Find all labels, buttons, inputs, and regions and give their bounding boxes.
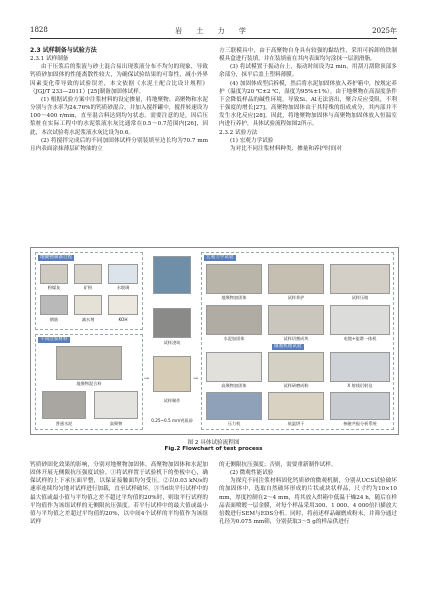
xrd-photo xyxy=(330,352,390,382)
subsection-heading: 2.3.2 试验方法 xyxy=(219,129,258,136)
nmr-photo xyxy=(330,392,390,420)
tests-panel xyxy=(201,252,394,430)
sem-photo xyxy=(330,305,390,335)
geopolymer-prep-panel xyxy=(35,252,143,330)
label-geopolymer-specimen: 地聚物加固体 xyxy=(221,295,247,300)
label-polymer-specimen: 高聚物加固体 xyxy=(221,383,247,388)
figure-2-flowchart xyxy=(30,247,399,435)
micro-test-title: 微观机理试验 xyxy=(274,344,302,349)
label-grinding: 试样研磨成粉 xyxy=(283,383,309,388)
label-press: 压力机 xyxy=(227,421,241,426)
reducer-photo xyxy=(74,295,102,315)
label-calcareous-sand: 0.25~0.5 mm钙质砂 xyxy=(151,418,193,423)
page-header xyxy=(30,26,397,39)
macro-test-title: 宏观力学试验 xyxy=(206,255,234,260)
press-photo xyxy=(206,392,262,420)
subsection-heading: 2.3.1 试样制备 xyxy=(30,56,69,63)
label-nmr: 核磁共振分析系统 xyxy=(343,421,377,426)
year: 2025年 xyxy=(372,27,397,35)
right-column xyxy=(219,47,397,153)
label-specimen-making: 试样制作 xyxy=(163,398,181,403)
paragraph: 为对比不同注浆材料种类、掺量和养护时间对 xyxy=(230,145,342,152)
curing-photo xyxy=(268,264,324,294)
arrow-right-icon: → xyxy=(193,375,199,382)
polymer-specimen-photo xyxy=(206,352,262,382)
label-cement: 普通水泥 xyxy=(55,421,73,426)
label-fly-ash: 粉煤灰 xyxy=(47,285,61,290)
paragraph: (2) 微观性能试验 xyxy=(230,470,274,477)
koh-photo xyxy=(108,295,138,315)
label-reducer: 减水剂 xyxy=(81,317,95,322)
label-cement-specimen: 水泥加固体 xyxy=(223,336,245,341)
cement-photo xyxy=(42,391,86,419)
label-drying: 低温烘干 xyxy=(287,421,305,426)
label-steel: 钢筋 xyxy=(49,317,59,322)
polymer-photo xyxy=(94,391,138,419)
arrow-right-icon: → xyxy=(144,375,150,382)
label-polymer: 高聚物 xyxy=(109,421,123,426)
label-koh: KOH xyxy=(118,317,128,322)
right-column-lower xyxy=(219,461,397,526)
paragraph: 的无侧限抗压强度；否则，需要重新制作试样。 xyxy=(219,462,337,468)
label-sem: 电镜+能谱一体机 xyxy=(343,336,377,341)
paragraph: (2) 将搅拌完成后的不同加固体试样分别装填至边长均为70.7 mm且内表面涂抹薄层矿物油的立 xyxy=(30,137,208,152)
label-water-glass: 水玻璃 xyxy=(116,285,130,290)
label-compression: 试样压缩 xyxy=(351,295,369,300)
water-glass-photo xyxy=(108,264,138,284)
section-heading: 2.3 试样制备与试验方法 xyxy=(30,47,97,54)
calcareous-sand-photo xyxy=(153,356,191,392)
label-slag: 矿粉 xyxy=(83,285,93,290)
paragraph: (4) 加固体成型后拆模，然后将水泥加固体放入养护箱中，按规定养护（温度为20 ℃±2 ℃，湿度为95%±1%）。由于地聚物在高湿度条件下会降低样品的碱性环境，导致Si、Al无法溶出，聚合反应受阻，不利于强度的增长[27]，高聚物加固体由于其特殊的组成成分，其内部并不发生水化反应[28]。因此，将地聚物加固体与高聚物加固体放入恒温室内进行养护，具体试验流程如图2所示。 xyxy=(219,80,397,128)
label-xrd: X 射线衍射仪 xyxy=(347,383,373,388)
slag-photo xyxy=(74,264,102,284)
compression-photo xyxy=(330,264,390,294)
geopolymer-prep-title: 地聚物制备过程 xyxy=(40,255,73,260)
paragraph: 钙质砂固化效果的影响，分别对地聚物加固体、高聚物加固体和水泥加固体开展无侧限抗压强度试验。①将试样置于试验机下的垫板中心，确保试样的上下承压面平整，以保证接触面均匀受压。②以0.03 kN/s的速率连续均匀地对试样进行加载，直至试样破坏。③当6块平行试样中的最大值或最小值与平均值之差不超过平均值的20%时，则取平行试样的平均值作为该组试样的无侧限抗压强度。若平行试样中的最大值或最小值与平均值之差超过平均值的20%，以中间4个试样的平均值作为该组试样 xyxy=(30,462,208,526)
cutting-photo xyxy=(268,305,324,335)
label-curing: 试样养护 xyxy=(287,295,305,300)
label-geopolymer-mix: 地聚物混合料 xyxy=(76,381,102,386)
steel-photo xyxy=(40,295,68,315)
label-casting: 试样浇筑 xyxy=(163,340,181,345)
figure-caption-cn: 图 2 具体试验流程图 xyxy=(187,440,240,446)
left-column xyxy=(30,47,208,153)
mixer-photo xyxy=(153,256,191,294)
cement-specimen-photo xyxy=(206,305,262,335)
grout-materials-panel xyxy=(35,334,143,430)
paragraph: (1) 根据试验方案中注浆材料的设定掺量，将地聚物、高聚物和水泥分别与含水率为24.76%的钙质砂混合，并加入搅拌罐中，搅拌转速设为100～400 r/min，直至混合料达到均匀状态。需要注意的是，因后压浆桩在实际工程中的水泥浆液水灰比通常在0.5～0.7范围内[26]，因此，本次试验将水泥浆液水灰比设为0.6。 xyxy=(30,96,208,136)
paragraph: 方三联模具中，由于高聚物自身具有较强的黏结性，采用可拆卸的铁制模具盒进行装填，并在装填前在其内表面均匀涂抹一层润滑脂。 xyxy=(219,48,397,63)
grout-materials-title: 不同注浆材料 xyxy=(40,337,68,342)
geopolymer-specimen-photo xyxy=(206,264,262,294)
geopolymer-mix-photo xyxy=(56,346,122,380)
label-cutting: 试样切割成块 xyxy=(283,336,309,341)
drying-photo xyxy=(268,392,324,420)
left-column-lower xyxy=(30,461,208,526)
paragraph: 由于压浆后的浆液与砂土混合易出现浆液分布不均匀的现象，导致钙质砂加固体的性能离散性较大，为确保试验结果的可靠性，减小外界因素变化带导致的试验误差，本文依据《水泥土配合比设计规程》（JGJ/T 233—2011）[25]制备加固体试样。 xyxy=(30,64,208,95)
mold-photo xyxy=(153,308,191,338)
paragraph: (1) 宏观力学试验 xyxy=(230,137,274,144)
page-number: 1828 xyxy=(30,26,48,34)
figure-caption-en: Fig.2 Flowchart of test process xyxy=(164,446,263,452)
fly-ash-photo xyxy=(40,264,68,284)
paragraph: (3) 将试模置于振动台上，振动时间设为2 min，用刮刀刮除顶部多余部分，抹平后盖上塑料薄膜。 xyxy=(219,64,397,79)
grinding-photo xyxy=(268,352,324,382)
paragraph: 为探究不同注浆材料固化钙质砂的微观机制，分别从UCS试验破坏的加固体中，选取自然破坏形成的片状或块状样品，尺寸约为10×10 mm，厚度控制在2～4 mm，将其放入烘箱中低温干燥24 h，随后在样品表面喷镀一层金膜，对每个样品采用300、1 000、4 000倍扫描放大倍数进行SEM与EDS分析。同时，将前述样品碾磨成粉末，并筛分通过孔径为0.075 mm筛，分别获取3～5 g的样品供进行 xyxy=(219,478,397,526)
journal-name: 岩 土 力 学 xyxy=(175,27,252,35)
